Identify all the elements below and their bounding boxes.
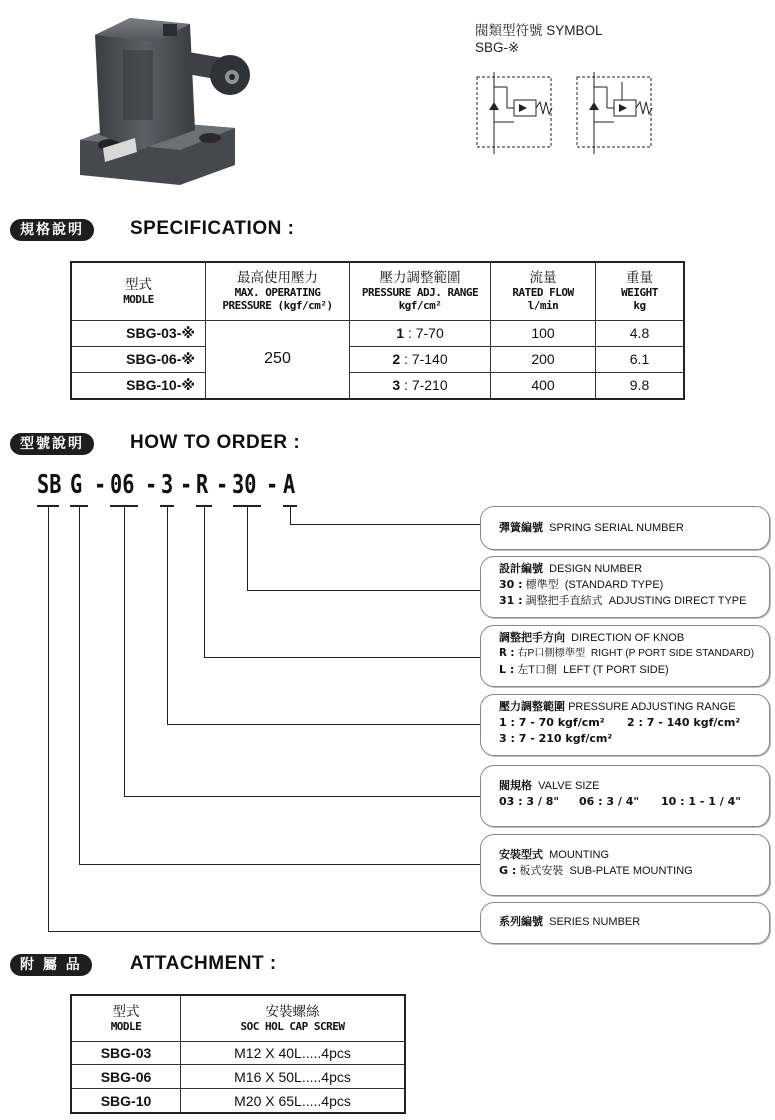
spec-weight: 9.8 [596,372,685,399]
spec-row [71,320,684,346]
pressure-option: 1 : 7 - 70 kgf/cm² 2 : 7 - 140 kgf/cm² [499,716,741,729]
spec-flow: 200 [491,346,596,372]
connector-line [79,864,480,865]
attachment-screw: M12 X 40L.....4pcs [181,1041,406,1065]
order-section-pill: 型號說明 [10,433,94,455]
connector-line [48,931,480,932]
spec-section-title: SPECIFICATION : [130,218,295,239]
code-dash: - [266,470,279,500]
pressure-range-box [480,694,770,756]
knob-option: R : 右P口側標準型 RIGHT (P PORT SIDE STANDARD) [499,648,755,659]
knob-title-zh: 調整把手方向 [499,631,565,644]
spec-header-model: 型式 MODLE [71,262,206,320]
attachment-model: SBG-06 [71,1065,181,1089]
spec-header-range: 壓力調整範圍 PRESSURE ADJ. RANGE kgf/cm² [350,262,491,320]
spec-model: SBG-10-※ [71,372,206,399]
code-dash: - [94,470,107,500]
pressure-title-zh: 壓力調整範圍 [499,700,565,713]
series-title-zh: 系列編號 [499,915,543,928]
spec-weight: 6.1 [596,346,685,372]
mounting-box [480,834,770,896]
connector-line [290,524,480,525]
design-option: 30 : 標準型 (STANDARD TYPE) [499,578,664,591]
order-section-title: HOW TO ORDER : [130,432,301,453]
series-title-en: SERIES NUMBER [549,916,641,928]
order-code [37,470,337,506]
spec-header-pressure: 最高使用壓力 MAX. OPERATING PRESSURE (kgf/cm²) [206,262,350,320]
spec-flow: 100 [491,320,596,346]
connector-line [247,506,248,590]
spec-header-weight: 重量 WEIGHT kg [596,262,685,320]
attachment-section-title: ATTACHMENT : [130,953,277,974]
code-size: 06 [110,470,135,500]
connector-line [204,657,480,658]
design-number-box [480,556,770,618]
code-knob: R [196,470,209,500]
spec-max-pressure: 250 [206,320,350,399]
code-design: 30 [232,470,257,500]
attachment-model: SBG-03 [71,1041,181,1065]
symbol-heading [475,22,603,56]
series-number-box [480,902,770,944]
attachment-row [71,1089,405,1113]
spring-title-zh: 彈簧編號 [499,521,543,534]
valve-product-image [75,10,265,190]
spec-weight: 4.8 [596,320,685,346]
attachment-header-model: 型式 MODLE [71,995,181,1041]
code-series: SB [37,470,62,500]
design-title-en: DESIGN NUMBER [549,563,643,575]
knob-title-en: DIRECTION OF KNOB [571,632,685,644]
spec-table [70,261,685,400]
design-option: 31 : 調整把手直結式 ADJUSTING DIRECT TYPE [499,594,747,607]
connector-line [124,506,125,796]
connector-line [204,506,205,657]
pressure-option: 3 : 7 - 210 kgf/cm² [499,732,613,745]
spec-range: 3 : 7-210 [350,372,491,399]
connector-line [79,506,80,864]
connector-line [167,724,480,725]
code-pressure: 3 [161,470,174,500]
spec-row [71,346,684,372]
attachment-row [71,1041,405,1065]
symbol-title: 閥類型符號 SYMBOL [475,23,603,38]
attachment-section-pill: 附 屬 品 [10,954,92,976]
spec-header-flow: 流量 RATED FLOW l/min [491,262,596,320]
connector-line [124,796,480,797]
design-title-zh: 設計編號 [499,562,543,575]
spec-range: 2 : 7-140 [350,346,491,372]
spec-model: SBG-03-※ [71,320,206,346]
connector-line [290,506,291,524]
spring-serial-box [480,506,770,550]
attachment-model: SBG-10 [71,1089,181,1113]
code-spring: A [283,470,296,500]
code-dash: - [145,470,158,500]
pressure-title-en: PRESSURE ADJUSTING RANGE [568,701,736,713]
spec-row [71,372,684,399]
size-options: 03 : 3 / 8" 06 : 3 / 4" 10 : 1 - 1 / 4" [499,795,741,808]
knob-option: L : 左T口側 LEFT (T PORT SIDE) [499,663,669,676]
valve-size-box [480,765,770,827]
mounting-title-zh: 安裝型式 [499,848,543,861]
code-dash: - [180,470,193,500]
symbol-model: SBG-※ [475,40,520,55]
connector-line [48,506,49,931]
connector-line [167,506,168,724]
mounting-title-en: MOUNTING [549,849,610,861]
spec-range: 1 : 7-70 [350,320,491,346]
attachment-screw: M16 X 50L.....4pcs [181,1065,406,1089]
knob-direction-box [480,625,770,687]
connector-line [247,590,480,591]
mounting-option: G : 板式安裝 SUB-PLATE MOUNTING [499,864,693,877]
hydraulic-symbol-diagram [472,72,672,157]
size-title-zh: 閥規格 [499,779,532,792]
attachment-header-screw: 安裝螺絲 SOC HOL CAP SCREW [181,995,406,1041]
spec-flow: 400 [491,372,596,399]
code-dash: - [216,470,229,500]
spec-model: SBG-06-※ [71,346,206,372]
attachment-screw: M20 X 65L.....4pcs [181,1089,406,1113]
code-mounting: G [70,470,83,500]
spring-title-en: SPRING SERIAL NUMBER [549,522,684,534]
attachment-row [71,1065,405,1089]
size-title-en: VALVE SIZE [538,780,600,792]
spec-section-pill: 規格說明 [10,219,94,241]
attachment-table [70,994,406,1114]
